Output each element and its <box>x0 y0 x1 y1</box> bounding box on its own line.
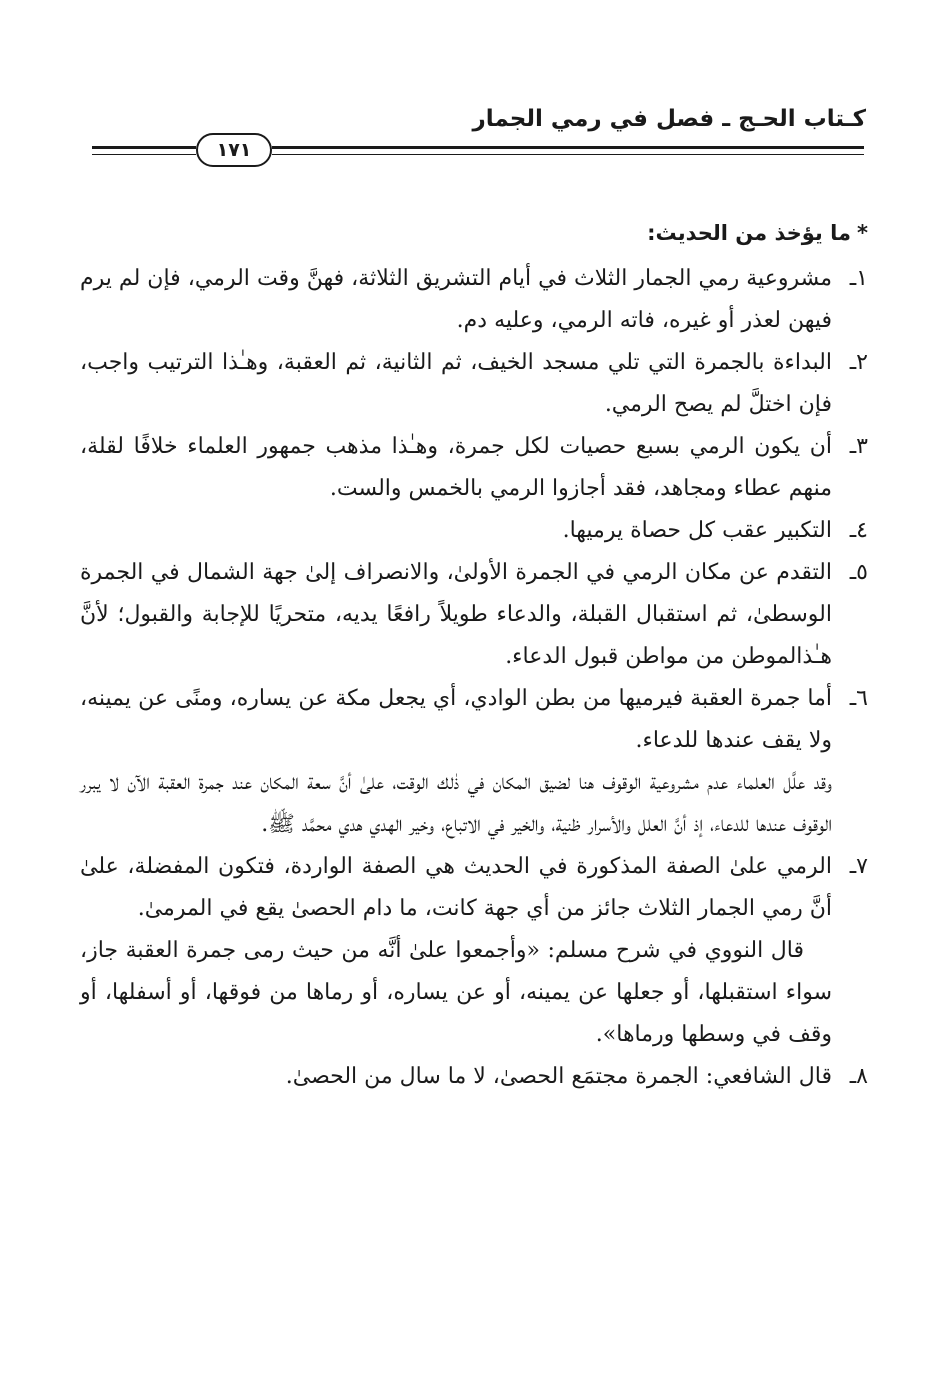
item-number: ٥ـ <box>849 560 868 585</box>
item-text: البداءة بالجمرة التي تلي مسجد الخيف، ثم الثانية، ثم العقبة، وهـٰذا الترتيب واجب، فإن اختلَّ لم يصح الرمي. <box>80 350 832 417</box>
paragraph-text: وقد علَّل العلماء عدم مشروعية الوقوف هنا لضيق المكان في ذٰلك الوقت، علىٰ أنَّ سعة المكان عند جمرة العقبة الآن لا يبرر الوقوف عندها للدعاء، إذ أنَّ العلل والأسرار ظنية، والخير في الاتباع، وخير الهدي هدي محمَّد ﷺ. <box>80 770 832 837</box>
page-number: ١٧١ <box>196 133 272 167</box>
item-number: ١ـ <box>849 266 868 291</box>
body-text <box>80 212 868 1098</box>
list-item <box>80 678 868 762</box>
star-marker: * <box>857 221 868 245</box>
list-item <box>80 1056 868 1098</box>
item-number: ٤ـ <box>849 518 868 543</box>
item-number: ٢ـ <box>849 350 868 375</box>
header-rule-right-thick <box>272 146 864 149</box>
item-text: التكبير عقب كل حصاة يرميها. <box>562 518 832 543</box>
item-number: ٨ـ <box>849 1064 868 1089</box>
item-text: أما جمرة العقبة فيرميها من بطن الوادي، أي يجعل مكة عن يساره، ومنًى عن يمينه، ولا يقف عندها للدعاء. <box>80 686 832 753</box>
list-item <box>80 552 868 678</box>
item-text: التقدم عن مكان الرمي في الجمرة الأولىٰ، والانصراف إلىٰ جهة الشمال في الجمرة الوسطىٰ، ثم استقبال القبلة، والدعاء طويلاً رافعًا يديه، متحريًا للإجابة والقبول؛ لأنَّ هـٰذالموطن من مواطن قبول الدعاء. <box>80 560 832 669</box>
continuation-paragraph <box>80 762 868 846</box>
header-rule-left-thick <box>92 146 196 149</box>
item-text: مشروعية رمي الجمار الثلاث في أيام التشريق الثلاثة، فهنَّ وقت الرمي، فإن لم يرم فيهن لعذر أو غيره، فاته الرمي، وعليه دم. <box>80 266 832 333</box>
list-item <box>80 426 868 510</box>
item-text: قال الشافعي: الجمرة مجتمَع الحصىٰ، لا ما سال من الحصىٰ. <box>285 1064 832 1089</box>
list-item <box>80 342 868 426</box>
list-item <box>80 846 868 930</box>
header-rule-right-thin <box>272 154 864 155</box>
item-number: ٦ـ <box>849 686 868 711</box>
list-item <box>80 510 868 552</box>
quote-paragraph <box>80 930 868 1056</box>
running-head: كـتاب الحـج ـ فصل في رمي الجمار <box>472 106 866 132</box>
header-rule-left-thin <box>92 154 196 155</box>
item-text: الرمي علىٰ الصفة المذكورة في الحديث هي الصفة الواردة، فتكون المفضلة، علىٰ أنَّ رمي الجمار الثلاث جائز من أي جهة كانت، ما دام الحصىٰ يقع في المرمىٰ. <box>80 854 832 921</box>
section-title-text: ما يؤخذ من الحديث: <box>647 221 852 245</box>
list-item <box>80 258 868 342</box>
section-title <box>80 212 868 254</box>
item-number: ٣ـ <box>849 434 868 459</box>
item-number: ٧ـ <box>849 854 868 879</box>
paragraph-text: قال النووي في شرح مسلم: «وأجمعوا علىٰ أنَّه من حيث رمى جمرة العقبة جاز، سواء استقبلها، أو جعلها عن يمينه، أو عن يساره، أو رماها من فوقها، أو أسفلها، أو وقف في وسطها ورماها». <box>80 938 832 1047</box>
item-text: أن يكون الرمي بسبع حصيات لكل جمرة، وهـٰذا مذهب جمهور العلماء خلافًا لقلة، منهم عطاء ومجاهد، فقد أجازوا الرمي بالخمس والست. <box>80 434 832 501</box>
